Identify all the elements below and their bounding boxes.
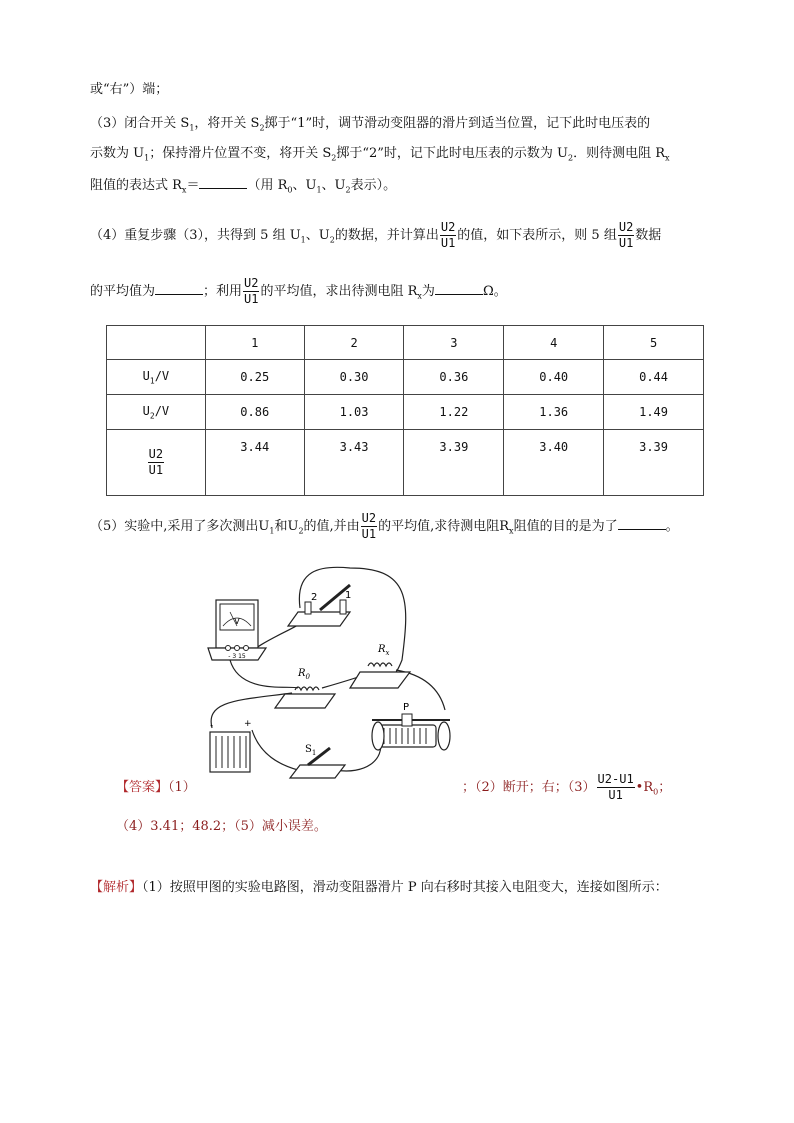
table-row-u1 — [107, 360, 704, 395]
row-label-ratio — [107, 430, 206, 496]
rheostat-icon — [372, 702, 450, 750]
table-header-cell: 1 — [205, 326, 304, 360]
step4-line-2: 的平均值为 ；利用 $\frac{U2}{U1}$ 的平均值，求出待测电阻 $R_x$为 Ω。 — [90, 276, 507, 306]
table-cell: 0.40 — [504, 360, 604, 395]
table-cell: 3.39 — [604, 430, 704, 496]
table-cell: 3.39 — [404, 430, 504, 496]
voltmeter-label: V — [234, 617, 240, 626]
step4-line-1: （4）重复步骤（3），共得到 5 组 $U_1$、$U_2$的数据，并计算出 $\frac{U2}{U1}$ 的值，如下表所示，则 5 组 $\frac{U2}{U1}$ 数据 — [90, 220, 662, 250]
s1-label: $S_1$ — [305, 744, 317, 757]
voltmeter-icon — [208, 600, 266, 660]
r0-label: $R_0$ — [298, 668, 310, 681]
table-cell: 1.49 — [604, 395, 704, 430]
wire — [252, 730, 298, 770]
answer-blank-resistance[interactable] — [435, 282, 483, 295]
wire — [211, 693, 292, 728]
rx-label: $R_x$ — [378, 644, 390, 657]
table-cell: 0.36 — [404, 360, 504, 395]
answer-blank-rx[interactable] — [199, 176, 247, 189]
text-line-1: 或“右”）端； — [90, 82, 169, 97]
slider-p-label: P — [403, 702, 410, 713]
answer-blank-purpose[interactable] — [618, 517, 666, 530]
circuit-diagram — [200, 560, 470, 790]
fraction-u2-u1: $\frac{U2}{U1}$ — [244, 276, 259, 306]
data-table — [106, 325, 704, 496]
step3-line-3: 阻值的表达式 $R_x=$ （用 $R_0$、$U_1$、$U_2$表示）。 — [90, 178, 397, 195]
table-header-cell: 5 — [604, 326, 704, 360]
table-header-cell: 4 — [504, 326, 604, 360]
table-cell: 0.86 — [205, 395, 304, 430]
switch-pos-1-label: 1 — [345, 590, 352, 601]
answer-line-1: 【答案】（1） — [116, 780, 196, 795]
battery-plus-label: + — [244, 719, 252, 729]
analysis-line: 【解析】（1）按照甲图的实验电路图，滑动变阻器滑片 P 向右移时其接入电阻变大，连接如图所示： — [90, 880, 668, 895]
step3-line-2: 示数为 $U_1$；保持滑片位置不变，将开关 $S_2$掷于“2”时，记下此时电压表的示数为 $U_2$．则待测电阻 $R_x$ — [90, 146, 670, 163]
table-cell: 3.43 — [304, 430, 404, 496]
fraction-answer: $\frac{U2-U1}{U1}$ — [597, 772, 634, 802]
row-label-u2: $U_2/V$ — [107, 395, 206, 430]
answer-line-2: （4）3.41；48.2；（5）减小误差。 — [116, 819, 327, 834]
table-row-u2 — [107, 395, 704, 430]
battery-minus-label: - — [210, 721, 214, 731]
table-cell: 1.36 — [504, 395, 604, 430]
table-cell: 0.25 — [205, 360, 304, 395]
table-header-cell: 2 — [304, 326, 404, 360]
fraction-u2-u1: $\frac{U2}{U1}$ — [618, 220, 634, 250]
step5-line: （5）实验中,采用了多次测出$U_1$和$U_2$的值,并由 $\frac{U2}{U1}$ 的平均值,求待测电阻$R_x$阻值的目的是为了 。 — [90, 511, 679, 541]
table-cell: 1.03 — [304, 395, 404, 430]
row-label-u1: $U_1/V$ — [107, 360, 206, 395]
fraction-u2-u1: $\frac{U2}{U1}$ — [361, 511, 377, 541]
table-cell: 0.44 — [604, 360, 704, 395]
answer-line-1-right: ；（2）断开；右；（3） $\frac{U2-U1}{U1}$ $•R_0$； — [462, 772, 672, 802]
table-cell: 1.22 — [404, 395, 504, 430]
table-cell: 3.40 — [504, 430, 604, 496]
resistor-r0-icon — [275, 668, 335, 708]
answer-tag: 【答案】 — [116, 780, 169, 795]
table-header-row — [107, 326, 704, 360]
analysis-tag: 【解析】 — [90, 880, 143, 895]
table-row-ratio — [107, 430, 704, 496]
spdt-switch-icon — [288, 585, 351, 626]
table-cell: 0.30 — [304, 360, 404, 395]
resistor-rx-icon — [350, 644, 410, 688]
battery-icon — [210, 719, 252, 772]
wire — [230, 660, 298, 688]
terminal-labels: - 3 15 — [228, 653, 246, 660]
table-cell: 3.44 — [205, 430, 304, 496]
fraction-u2-u1: $\frac{U2}{U1}$ — [440, 220, 456, 250]
table-header-cell: 3 — [404, 326, 504, 360]
table-header-cell — [107, 326, 206, 360]
switch-pos-2-label: 2 — [311, 592, 318, 603]
step3-line-1: （3）闭合开关 $S_1$，将开关 $S_2$掷于“1”时，调节滑动变阻器的滑片到适当位置，记下此时电压表的 — [90, 116, 651, 133]
fraction-u2-u1: $\frac{U2}{U1}$ — [148, 447, 164, 477]
answer-blank-average[interactable] — [155, 282, 203, 295]
switch-s1-icon — [290, 744, 345, 778]
